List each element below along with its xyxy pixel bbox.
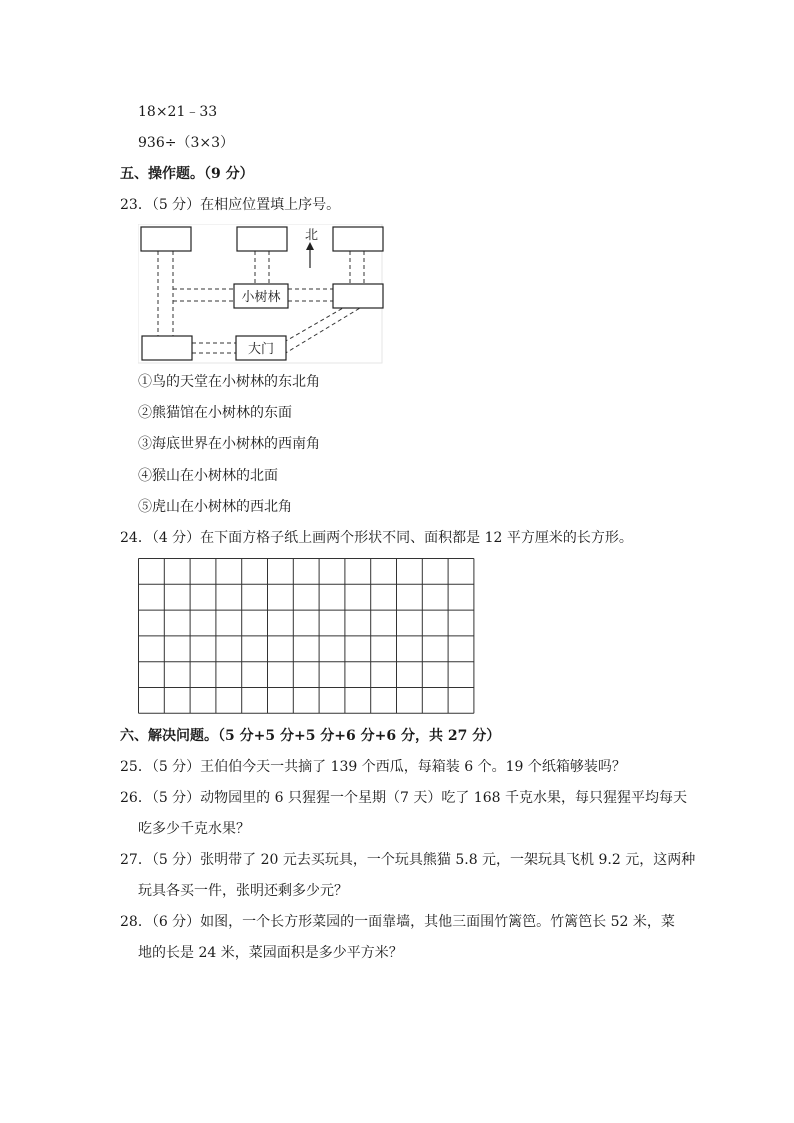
question-27-line-1: 27．（5 分）张明带了 20 元去买玩具，一个玩具熊猫 5.8 元，一架玩具飞机 9.2 元，这两种 — [120, 852, 696, 868]
question-23-text: 23．（5 分）在相应位置填上序号。 — [120, 197, 341, 213]
question-28-line-2: 地的长是 24 米，菜园面积是多少平方米？ — [138, 945, 403, 961]
forest-label: 小树林 — [241, 290, 281, 305]
q23-option-2: ②熊猫馆在小树林的东面 — [138, 405, 292, 421]
question-28-line-1: 28．（6 分）如图，一个长方形菜园的一面靠墙，其他三面围竹篱笆。竹篱笆长 52 米，菜 — [120, 914, 675, 930]
gate-label: 大门 — [247, 342, 275, 357]
square-grid-paper[interactable] — [138, 558, 475, 715]
north-arrow-head — [306, 242, 314, 250]
q23-option-3: ③海底世界在小树林的西南角 — [138, 436, 320, 452]
question-25-text: 25．（5 分）王伯伯今天一共摘了 139 个西瓜，每箱装 6 个。19 个纸箱够装吗？ — [120, 759, 626, 775]
question-26-line-1: 26．（5 分）动物园里的 6 只猩猩一个星期（7 天）吃了 168 千克水果，每只猩猩平均每天 — [120, 790, 687, 806]
q23-option-1: ①鸟的天堂在小树林的东北角 — [138, 374, 320, 390]
expression-2: 936÷（3×3） — [138, 135, 234, 151]
map-box-top-right — [333, 227, 383, 251]
question-27-line-2: 玩具各买一件，张明还剩多少元？ — [138, 883, 348, 899]
section-5-title: 五、操作题。（9 分） — [120, 166, 254, 182]
map-box-bottom-left — [142, 336, 192, 360]
section-6-title: 六、解决问题。（5 分+5 分+5 分+6 分+6 分，共 27 分） — [120, 728, 501, 744]
q23-option-5: ⑤虎山在小树林的西北角 — [138, 499, 292, 515]
expression-1: 18×21﹣33 — [138, 104, 218, 120]
map-box-right — [333, 284, 383, 308]
question-24-text: 24．（4 分）在下面方格子纸上画两个形状不同、面积都是 12 平方厘米的长方形。 — [120, 530, 633, 546]
question-26-line-2: 吃多少千克水果？ — [138, 821, 250, 837]
north-label: 北 — [305, 228, 319, 243]
zoo-map-diagram — [138, 224, 384, 364]
map-box-top-left — [141, 227, 191, 251]
q23-option-4: ④猴山在小树林的北面 — [138, 468, 278, 484]
map-box-top-middle — [237, 227, 287, 251]
